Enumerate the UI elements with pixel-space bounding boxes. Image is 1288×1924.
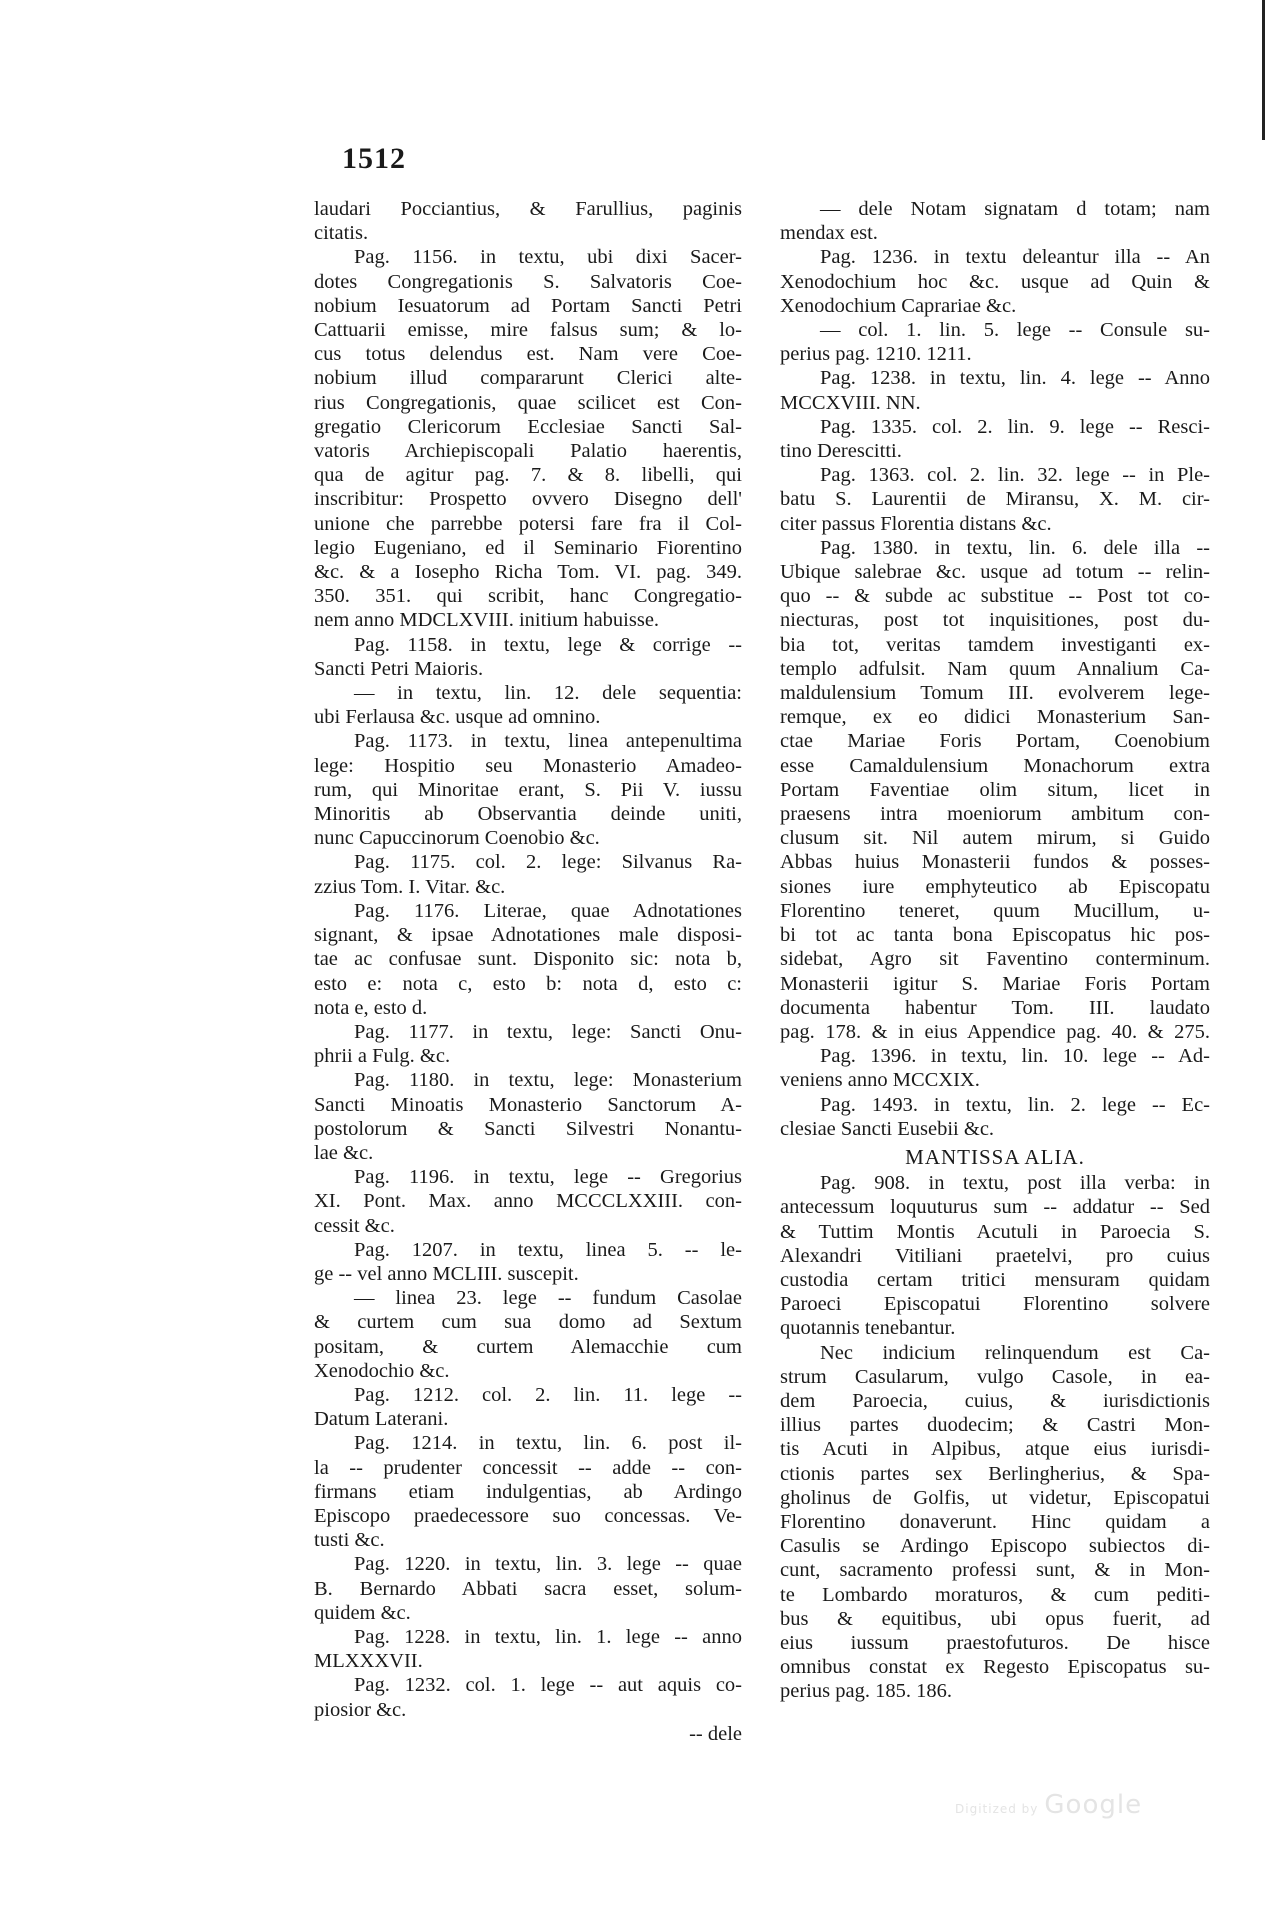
text-line: Portam Faventiae olim situm, licet in [780,778,1210,801]
text-line: Pag. 1196. in textu, lege -- Gregorius [354,1166,742,1189]
text-line: & curtem cum sua domo ad Sextum [314,1311,742,1334]
text-line: cunt, sacramento professi sunt, & in Mon- [780,1559,1210,1582]
text-line: Pag. 1396. in textu, lin. 10. lege -- Ad- [820,1045,1210,1068]
text-line: Pag. 1173. in textu, linea antepenultima [354,730,742,753]
right-column [780,197,1210,1704]
text-line: inscribitur: Prospetto ovvero Disegno dell' [314,488,742,511]
text-line: signant, & ipsae Adnotationes male disposi- [314,924,742,947]
text-line: citer passus Florentia distans &c. [780,512,1052,535]
text-line: Florentino teneret, quum Mucillum, u- [780,899,1210,922]
text-line: qua de agitur pag. 7. & 8. libelli, qui [314,464,742,487]
text-line: illius partes duodecim; & Castri Mon- [780,1414,1210,1437]
text-line: nem anno MDCLXVIII. initium habuisse. [314,609,660,632]
text-line: lege: Hospitio seu Monasterio Amadeo- [314,754,742,777]
text-line: Pag. 1232. col. 1. lege -- aut aquis co- [354,1674,742,1697]
text-line: sidebat, Agro sit Faventino conterminum. [780,948,1210,971]
text-line: mendax est. [780,222,878,245]
text-line: Sancti Petri Maioris. [314,657,484,680]
text-line: cus totus delendus est. Nam vere Coe- [314,343,742,366]
text-line: Xenodochio &c. [314,1359,450,1382]
text-line: Pag. 1220. in textu, lin. 3. lege -- quae [354,1553,742,1576]
text-line: — col. 1. lin. 5. lege -- Consule su- [820,319,1210,342]
text-line: Episcopo praedecessore suo concessas. Ve- [314,1504,742,1527]
text-line: positam, & curtem Alemacchie cum [314,1335,742,1358]
text-line: Pag. 1180. in textu, lege: Monasterium [354,1069,742,1092]
text-line: nota e, esto d. [314,996,428,1019]
text-line: clusum sit. Nil autem mirum, si Guido [780,827,1210,850]
text-line: cessit &c. [314,1214,395,1237]
text-line: Monasterii igitur S. Mariae Foris Portam [780,972,1210,995]
text-line: gregatio Clericorum Ecclesiae Sancti Sal- [314,415,742,438]
text-line: — linea 23. lege -- fundum Casolae [354,1287,742,1310]
text-line: legio Eugeniano, ed il Seminario Fiorentino [314,536,742,559]
text-line: nobium Iesuatorum ad Portam Sancti Petri [314,294,742,317]
text-line: lae &c. [314,1141,374,1164]
text-line: Pag. 1212. col. 2. lin. 11. lege -- [354,1383,742,1406]
text-line: te Lombardo moraturos, & cum pediti- [780,1583,1210,1606]
text-line: Pag. 1214. in textu, lin. 6. post il- [354,1432,742,1455]
text-line: ctionis partes sex Berlingherius, & Spa- [780,1462,1210,1485]
text-line: Pag. 1158. in textu, lege & corrige -- [354,633,742,656]
text-line: postolorum & Sancti Silvestri Nonantu- [314,1117,742,1140]
text-line: Pag. 1207. in textu, linea 5. -- le- [354,1238,742,1261]
text-line: quotannis tenebantur. [780,1317,956,1340]
text-line: custodia certam tritici mensuram quidam [780,1268,1210,1291]
text-line: MCCXVIII. NN. [780,391,921,414]
text-line: remque, ex eo didici Monasterium San- [780,706,1210,729]
text-line: praesens intra moeniorum ambitum con- [780,803,1210,826]
text-line: Pag. 1493. in textu, lin. 2. lege -- Ec- [820,1093,1210,1116]
section-heading: MANTISSA ALIA. [905,1144,1085,1169]
text-line: Xenodochium Caprariae &c. [780,294,1017,317]
page-edge-line [1262,0,1265,140]
text-line: tis Acuti in Alpibus, atque eius iurisdi- [780,1438,1210,1461]
text-line: ubi Ferlausa &c. usque ad omnino. [314,706,601,729]
text-line: Pag. 1156. in textu, ubi dixi Sacer- [354,246,742,269]
text-line: batu S. Laurentii de Miransu, X. M. cir- [780,488,1210,511]
text-line: Pag. 1363. col. 2. lin. 32. lege -- in Ple- [820,464,1210,487]
text-line: tae ac confusae sunt. Disponito sic: nota b, [314,948,742,971]
text-line: clesiae Sancti Eusebii &c. [780,1117,995,1140]
text-line: pag. 178. & in eius Appendice pag. 40. & 275. [780,1020,1210,1043]
text-line: &c. & a Iosepho Richa Tom. VI. pag. 349. [314,561,742,584]
text-line: B. Bernardo Abbati sacra esset, solum- [314,1577,742,1600]
text-line: Abbas huius Monasterii fundos & posses- [780,851,1210,874]
text-line: Paroeci Episcopatui Florentino solvere [780,1293,1210,1316]
text-line: phrii a Fulg. &c. [314,1045,451,1068]
watermark-prefix: Digitized by [955,1802,1039,1816]
text-line: piosior &c. [314,1698,407,1721]
text-line: strum Casularum, vulgo Casole, in ea- [780,1365,1210,1388]
text-line: nobium illud compararunt Clerici alte- [314,367,742,390]
text-line: Xenodochium hoc &c. usque ad Quin & [780,270,1210,293]
text-line: perius pag. 185. 186. [780,1680,952,1703]
text-line: quo -- & subde ac substitue -- Post tot co- [780,585,1210,608]
text-line: Cattuarii emisse, mire falsus sum; & lo- [314,319,742,342]
digitized-watermark [955,1790,1142,1820]
text-line: vatoris Archiepiscopali Palatio haerentis, [314,440,742,463]
text-line: Datum Laterani. [314,1408,449,1431]
text-line: Casulis se Ardingo Episcopo subiectos di- [780,1535,1210,1558]
text-line: Pag. 1228. in textu, lin. 1. lege -- anno [354,1625,742,1648]
text-line: tusti &c. [314,1529,385,1552]
text-line: Pag. 1175. col. 2. lege: Silvanus Ra- [354,851,742,874]
text-line: perius pag. 1210. 1211. [780,343,972,366]
page-number: 1512 [342,142,406,175]
text-line: nunc Capuccinorum Coenobio &c. [314,827,600,850]
left-column [314,197,742,1746]
text-line: bus & equitibus, ubi opus fuerit, ad [780,1607,1210,1630]
text-line: esto e: nota c, esto b: nota d, esto c: [314,972,742,995]
text-line: ctae Mariae Foris Portam, Coenobium [780,730,1210,753]
text-line: omnibus constat ex Regesto Episcopatus su- [780,1656,1210,1679]
text-line: maldulensium Tomum III. evolverem lege- [780,682,1210,705]
text-line: — in textu, lin. 12. dele sequentia: [354,682,742,705]
text-line: la -- prudenter concessit -- adde -- con- [314,1456,742,1479]
text-line: gholinus de Golfis, ut videtur, Episcopatui [780,1486,1210,1509]
text-line: templo adfulsit. Nam quum Annalium Ca- [780,657,1210,680]
text-line: Florentino donaverunt. Hinc quidam a [780,1510,1210,1533]
text-line: Pag. 1238. in textu, lin. 4. lege -- Anno [820,367,1210,390]
text-line: laudari Pocciantius, & Farullius, paginis [314,198,742,220]
text-line: dotes Congregationis S. Salvatoris Coe- [314,270,742,293]
text-line: niecturas, post tot inquisitiones, post du- [780,609,1210,632]
text-line: citatis. [314,222,369,245]
text-line: Minoritis ab Observantia deinde uniti, [314,803,742,826]
text-line: zzius Tom. I. Vitar. &c. [314,875,506,898]
text-line: rum, qui Minoritae erant, S. Pii V. iussu [314,778,742,801]
text-line: firmans etiam indulgentias, ab Ardingo [314,1480,742,1503]
text-line: MLXXXVII. [314,1650,423,1673]
text-line: siones iure emphyteutico ab Episcopatu [780,875,1210,898]
text-line: & Tuttim Montis Acutuli in Paroecia S. [780,1220,1210,1243]
text-line: quidem &c. [314,1601,411,1624]
text-line: XI. Pont. Max. anno MCCCLXXIII. con- [314,1190,742,1213]
text-line: tino Derescitti. [780,440,902,463]
text-line: Pag. 1335. col. 2. lin. 9. lege -- Resci- [820,415,1210,438]
text-line: dem Paroecia, cuius, & iurisdictionis [780,1389,1210,1412]
text-line: Pag. 908. in textu, post illa verba: in [820,1172,1210,1195]
text-line: Pag. 1177. in textu, lege: Sancti Onu- [354,1020,742,1043]
text-line: Pag. 1380. in textu, lin. 6. dele illa -- [820,536,1210,559]
text-line: Pag. 1176. Literae, quae Adnotationes [354,899,742,922]
watermark-brand: Google [1044,1790,1143,1820]
text-line: veniens anno MCCXIX. [780,1069,980,1092]
text-line: eius iussum praestofuturos. De hisce [780,1631,1210,1654]
text-line: unione che parrebbe potersi fare fra il Col- [314,512,742,535]
text-line: Sancti Minoatis Monasterio Sanctorum A- [314,1093,742,1116]
text-line: — dele Notam signatam d totam; nam [820,198,1210,220]
text-line: Alexandri Vitiliani praetelvi, pro cuius [780,1244,1210,1267]
text-line: documenta habentur Tom. III. laudato [780,996,1210,1019]
text-line: bi tot ac tanta bona Episcopatus hic pos- [780,924,1210,947]
text-line: antecessum loquuturus sum -- addatur -- Sed [780,1196,1210,1219]
text-line: esse Camaldulensium Monachorum extra [780,754,1210,777]
text-line: rius Congregationis, quae scilicet est Con- [314,391,742,414]
text-line: ge -- vel anno MCLIII. suscepit. [314,1262,579,1285]
text-line: bia tot, veritas tamdem investiganti ex- [780,633,1210,656]
text-line: Nec indicium relinquendum est Ca- [820,1341,1210,1364]
catchword: -- dele [689,1722,742,1745]
text-line: Ubique salebrae &c. usque ad totum -- relin- [780,561,1210,584]
text-line: Pag. 1236. in textu deleantur illa -- An [820,246,1210,269]
text-line: 350. 351. qui scribit, hanc Congregatio- [314,585,742,608]
